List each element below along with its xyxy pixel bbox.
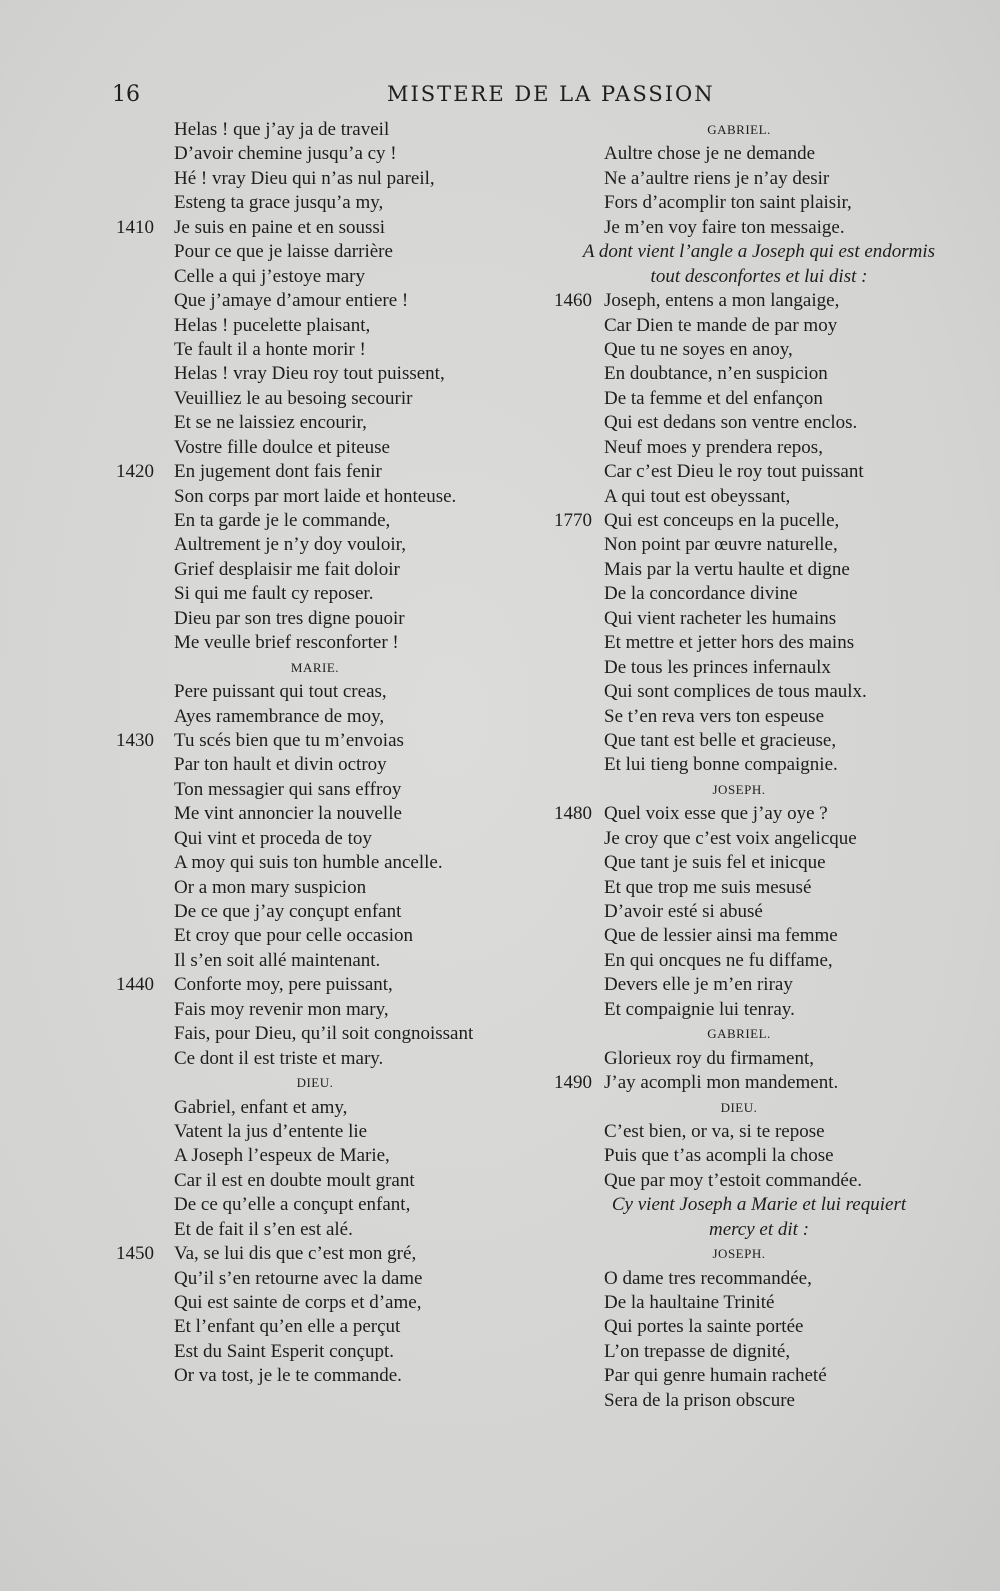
verse-line (116, 558, 516, 582)
stage-direction-text: A dont vient l’angle a Joseph qui est endormis (582, 241, 936, 263)
verse-text: Que de lessier ainsi ma femme (604, 925, 838, 947)
verse-text: Glorieux roy du firmament, (604, 1047, 815, 1069)
page-header (112, 82, 722, 112)
running-title: MISTERE DE LA PASSION (387, 82, 715, 106)
verse-text: Et mettre et jetter hors des mains (604, 632, 855, 654)
stage-direction-text: tout desconfortes et lui dist : (650, 265, 868, 287)
verse-text: Aultrement je n’y doy vouloir, (174, 534, 406, 556)
verse-text: Vostre fille doulce et piteuse (174, 436, 390, 458)
verse-text: Celle a qui j’estoye mary (174, 265, 365, 287)
verse-line (554, 289, 964, 313)
verse-text: Ton messagier qui sans effroy (174, 778, 402, 800)
verse-text: En qui oncques ne fu diffame, (604, 949, 833, 971)
line-number: 1450 (116, 1243, 154, 1265)
verse-line (116, 1047, 516, 1071)
verse-text: D’avoir chemine jusqu’a cy ! (174, 143, 397, 165)
line-number: 1420 (116, 461, 154, 483)
verse-text: Que j’amaye d’amour entiere ! (174, 290, 409, 312)
verse-text: Je croy que c’est voix angelicque (604, 827, 857, 849)
verse-text: Fais moy revenir mon mary, (174, 998, 389, 1020)
verse-text: A Joseph l’espeux de Marie, (174, 1145, 390, 1167)
verse-line (554, 656, 964, 680)
verse-line (554, 142, 964, 166)
right-text-column (554, 118, 964, 1413)
left-text-column (116, 118, 516, 1389)
line-number: 1480 (554, 803, 592, 825)
verse-text: Qui est sainte de corps et d’ame, (174, 1292, 422, 1313)
verse-line (554, 411, 964, 435)
verse-line (554, 387, 964, 411)
verse-line (554, 1169, 964, 1193)
verse-text: Esteng ta grace jusqu’a my, (174, 192, 384, 214)
verse-text: Or a mon mary suspicion (174, 876, 367, 898)
verse-line (116, 607, 516, 631)
verse-text: L’on trepasse de dignité, (604, 1340, 791, 1362)
verse-line (116, 582, 516, 606)
verse-line (116, 485, 516, 509)
speaker-line (554, 1242, 964, 1266)
verse-text: O dame tres recommandée, (604, 1267, 812, 1289)
verse-line (554, 973, 964, 997)
verse-line (554, 827, 964, 851)
speaker-line (554, 778, 964, 802)
verse-line (554, 582, 964, 606)
verse-text: En ta garde je le commande, (174, 510, 391, 531)
verse-text: Et se ne laissiez encourir, (174, 412, 367, 434)
stage-direction (554, 1218, 964, 1242)
verse-text: Pour ce que je laisse darrière (174, 241, 393, 263)
verse-text: Que par moy t’estoit commandée. (604, 1169, 863, 1191)
verse-line (116, 338, 516, 362)
verse-text: Dieu par son tres digne pouoir (174, 607, 405, 629)
verse-line (554, 802, 964, 826)
verse-text: Qui vint et proceda de toy (174, 827, 372, 849)
verse-line (554, 753, 964, 777)
stage-direction (554, 265, 964, 289)
verse-line (554, 607, 964, 631)
verse-text: Gabriel, enfant et amy, (174, 1096, 348, 1118)
verse-line (116, 1022, 516, 1046)
verse-text: Va, se lui dis que c’est mon gré, (174, 1243, 417, 1265)
verse-text: Car il est en doubte moult grant (174, 1169, 415, 1191)
verse-text: En doubtance, n’en suspicion (604, 363, 828, 385)
verse-line (554, 1071, 964, 1095)
verse-text: En jugement dont fais fenir (174, 461, 382, 483)
verse-line (116, 1267, 516, 1291)
verse-text: Or va tost, je le te commande. (174, 1365, 402, 1387)
stage-direction-text: mercy et dit : (708, 1218, 810, 1240)
verse-text: Je m’en voy faire ton messaige. (604, 216, 845, 238)
verse-text: Vatent la jus d’entente lie (174, 1120, 368, 1142)
verse-line (554, 314, 964, 338)
verse-line (116, 778, 516, 802)
verse-line (116, 1364, 516, 1388)
verse-line (554, 558, 964, 582)
verse-line (116, 1169, 516, 1193)
verse-text: Qui est conceups en la pucelle, (604, 510, 840, 531)
verse-text: Helas ! que j’ay ja de traveil (174, 119, 390, 140)
verse-text: De ce que j’ay conçupt enfant (174, 901, 402, 922)
verse-line (554, 191, 964, 215)
verse-line (116, 460, 516, 484)
verse-text: Aultre chose je ne demande (604, 143, 816, 165)
verse-text: De la concordance divine (604, 583, 798, 605)
verse-text: Helas ! vray Dieu roy tout puissent, (174, 363, 445, 385)
verse-text: Ce dont il est triste et mary. (174, 1047, 384, 1069)
speaker-name: GABRIEL. (707, 122, 771, 137)
verse-line (554, 851, 964, 875)
verse-line (116, 387, 516, 411)
verse-line (116, 265, 516, 289)
verse-text: Mais par la vertu haulte et digne (604, 558, 850, 580)
verse-line (116, 631, 516, 655)
line-number: 1440 (116, 974, 154, 996)
verse-line (116, 1315, 516, 1339)
verse-line (116, 705, 516, 729)
verse-text: De la haultaine Trinité (604, 1292, 775, 1313)
verse-text: Se t’en reva vers ton espeuse (604, 705, 825, 727)
verse-text: Si qui me fault cy reposer. (174, 583, 374, 605)
verse-line (116, 411, 516, 435)
verse-line (554, 1267, 964, 1291)
verse-line (116, 142, 516, 166)
verse-text: Qui vient racheter les humains (604, 607, 837, 629)
verse-line (554, 533, 964, 557)
line-number: 1490 (554, 1072, 592, 1094)
verse-line (554, 631, 964, 655)
verse-text: Quel voix esse que j’ay oye ? (604, 803, 828, 825)
verse-line (116, 362, 516, 386)
verse-text: Que tant est belle et gracieuse, (604, 729, 837, 751)
verse-text: Puis que t’as acompli la chose (604, 1145, 834, 1167)
verse-text: Sera de la prison obscure (604, 1389, 795, 1411)
verse-line (554, 1144, 964, 1168)
verse-line (116, 1242, 516, 1266)
verse-line (554, 1340, 964, 1364)
verse-line (116, 167, 516, 191)
verse-line (554, 900, 964, 924)
verse-line (116, 876, 516, 900)
verse-text: Qui est dedans son ventre enclos. (604, 412, 858, 434)
verse-line (554, 949, 964, 973)
verse-text: Devers elle je m’en riray (604, 974, 793, 996)
verse-line (116, 900, 516, 924)
verse-line (116, 998, 516, 1022)
verse-line (554, 1120, 964, 1144)
verse-line (116, 314, 516, 338)
verse-text: Car c’est Dieu le roy tout puissant (604, 461, 864, 483)
speaker-name: MARIE. (290, 659, 340, 675)
verse-line (554, 705, 964, 729)
verse-line (554, 1291, 964, 1315)
verse-line (116, 240, 516, 264)
verse-text: A moy qui suis ton humble ancelle. (174, 852, 443, 874)
verse-text: Car Dien te mande de par moy (604, 314, 838, 336)
verse-text: Je suis en paine et en soussi (174, 216, 386, 238)
verse-line (554, 1389, 964, 1413)
verse-text: J’ay acompli mon mandement. (604, 1072, 839, 1094)
verse-line (554, 924, 964, 948)
verse-line (554, 680, 964, 704)
verse-text: Fors d’acomplir ton saint plaisir, (604, 192, 852, 214)
verse-text: Et croy que pour celle occasion (174, 925, 413, 947)
verse-line (554, 729, 964, 753)
speaker-line (554, 1022, 964, 1046)
verse-text: Non point par œuvre naturelle, (604, 534, 838, 556)
verse-line (554, 216, 964, 240)
verse-line (116, 1144, 516, 1168)
verse-line (554, 1315, 964, 1339)
verse-text: Est du Saint Esperit conçupt. (174, 1340, 395, 1362)
verse-text: D’avoir esté si abusé (604, 901, 763, 922)
verse-text: Que tant je suis fel et inicque (604, 852, 826, 874)
verse-line (116, 1096, 516, 1120)
line-number: 1460 (554, 290, 592, 312)
verse-line (554, 876, 964, 900)
verse-text: C’est bien, or va, si te repose (604, 1120, 825, 1142)
speaker-line (554, 118, 964, 142)
verse-text: Conforte moy, pere puissant, (174, 974, 393, 996)
verse-line (116, 753, 516, 777)
verse-text: Grief desplaisir me fait doloir (174, 558, 400, 580)
speaker-name: DIEU. (720, 1099, 758, 1115)
speaker-line (116, 1071, 516, 1095)
verse-line (116, 1120, 516, 1144)
verse-line (554, 460, 964, 484)
speaker-name: DIEU. (296, 1075, 334, 1091)
verse-text: Et de fait il s’en est alé. (174, 1218, 353, 1240)
verse-text: Neuf moes y prendera repos, (604, 436, 823, 458)
verse-text: Qu’il s’en retourne avec la dame (174, 1267, 423, 1289)
verse-text: Par qui genre humain racheté (604, 1365, 827, 1387)
page-number: 16 (112, 82, 140, 107)
verse-line (116, 191, 516, 215)
verse-text: Par ton hault et divin octroy (174, 754, 387, 776)
speaker-name: JOSEPH. (712, 781, 766, 797)
verse-text: Joseph, entens a mon langaige, (604, 290, 840, 312)
verse-line (116, 1193, 516, 1217)
verse-text: Fais, pour Dieu, qu’il soit congnoissant (174, 1023, 474, 1045)
verse-line (116, 216, 516, 240)
verse-text: A qui tout est obeyssant, (604, 485, 791, 507)
verse-line (116, 949, 516, 973)
verse-line (554, 436, 964, 460)
verse-line (116, 436, 516, 460)
stage-direction-text: Cy vient Joseph a Marie et lui requiert (611, 1194, 907, 1216)
speaker-line (116, 656, 516, 680)
line-number: 1410 (116, 216, 154, 238)
verse-text: Et que trop me suis mesusé (604, 876, 812, 898)
verse-line (554, 338, 964, 362)
verse-text: Que tu ne soyes en anoy, (604, 338, 793, 360)
verse-text: Et compaignie lui tenray. (604, 998, 795, 1020)
verse-line (116, 1340, 516, 1364)
stage-direction (554, 240, 964, 264)
verse-text: Pere puissant qui tout creas, (174, 681, 387, 703)
verse-line (116, 1291, 516, 1315)
verse-line (116, 1218, 516, 1242)
speaker-name: JOSEPH. (712, 1246, 766, 1262)
verse-text: Ayes ramembrance de moy, (174, 705, 385, 727)
verse-text: Te fault il a honte morir ! (174, 338, 366, 360)
verse-line (554, 167, 964, 191)
verse-line (116, 118, 516, 142)
stage-direction (554, 1193, 964, 1217)
verse-text: Qui portes la sainte portée (604, 1316, 804, 1338)
verse-line (116, 680, 516, 704)
verse-text: De tous les princes infernaulx (604, 656, 831, 678)
verse-line (116, 851, 516, 875)
verse-text: Ne a’aultre riens je n’ay desir (604, 167, 830, 189)
verse-text: Qui sont complices de tous maulx. (604, 681, 867, 703)
speaker-line (554, 1096, 964, 1120)
verse-text: Me vint annoncier la nouvelle (174, 803, 402, 825)
verse-line (554, 1047, 964, 1071)
verse-line (116, 533, 516, 557)
verse-line (116, 729, 516, 753)
verse-text: Tu scés bien que tu m’envoias (174, 729, 404, 751)
verse-text: Veuilliez le au besoing secourir (174, 387, 413, 409)
verse-line (116, 509, 516, 533)
verse-line (116, 973, 516, 997)
verse-text: De ta femme et del enfançon (604, 387, 823, 409)
verse-text: Son corps par mort laide et honteuse. (174, 485, 457, 507)
verse-line (554, 998, 964, 1022)
verse-text: Helas ! pucelette plaisant, (174, 314, 371, 336)
verse-text: Et l’enfant qu’en elle a perçut (174, 1316, 401, 1338)
verse-line (116, 802, 516, 826)
verse-line (554, 485, 964, 509)
verse-line (116, 289, 516, 313)
verse-text: Et lui tieng bonne compaignie. (604, 754, 838, 776)
verse-line (116, 924, 516, 948)
speaker-name: GABRIEL. (707, 1026, 771, 1042)
verse-text: Me veulle brief resconforter ! (174, 632, 399, 654)
verse-text: De ce qu’elle a conçupt enfant, (174, 1194, 411, 1216)
verse-line (116, 827, 516, 851)
line-number: 1430 (116, 729, 154, 751)
verse-text: Hé ! vray Dieu qui n’as nul pareil, (174, 167, 435, 189)
verse-line (554, 362, 964, 386)
line-number: 1770 (554, 510, 592, 531)
verse-line (554, 509, 964, 533)
verse-line (554, 1364, 964, 1388)
verse-text: Il s’en soit allé maintenant. (174, 949, 381, 971)
